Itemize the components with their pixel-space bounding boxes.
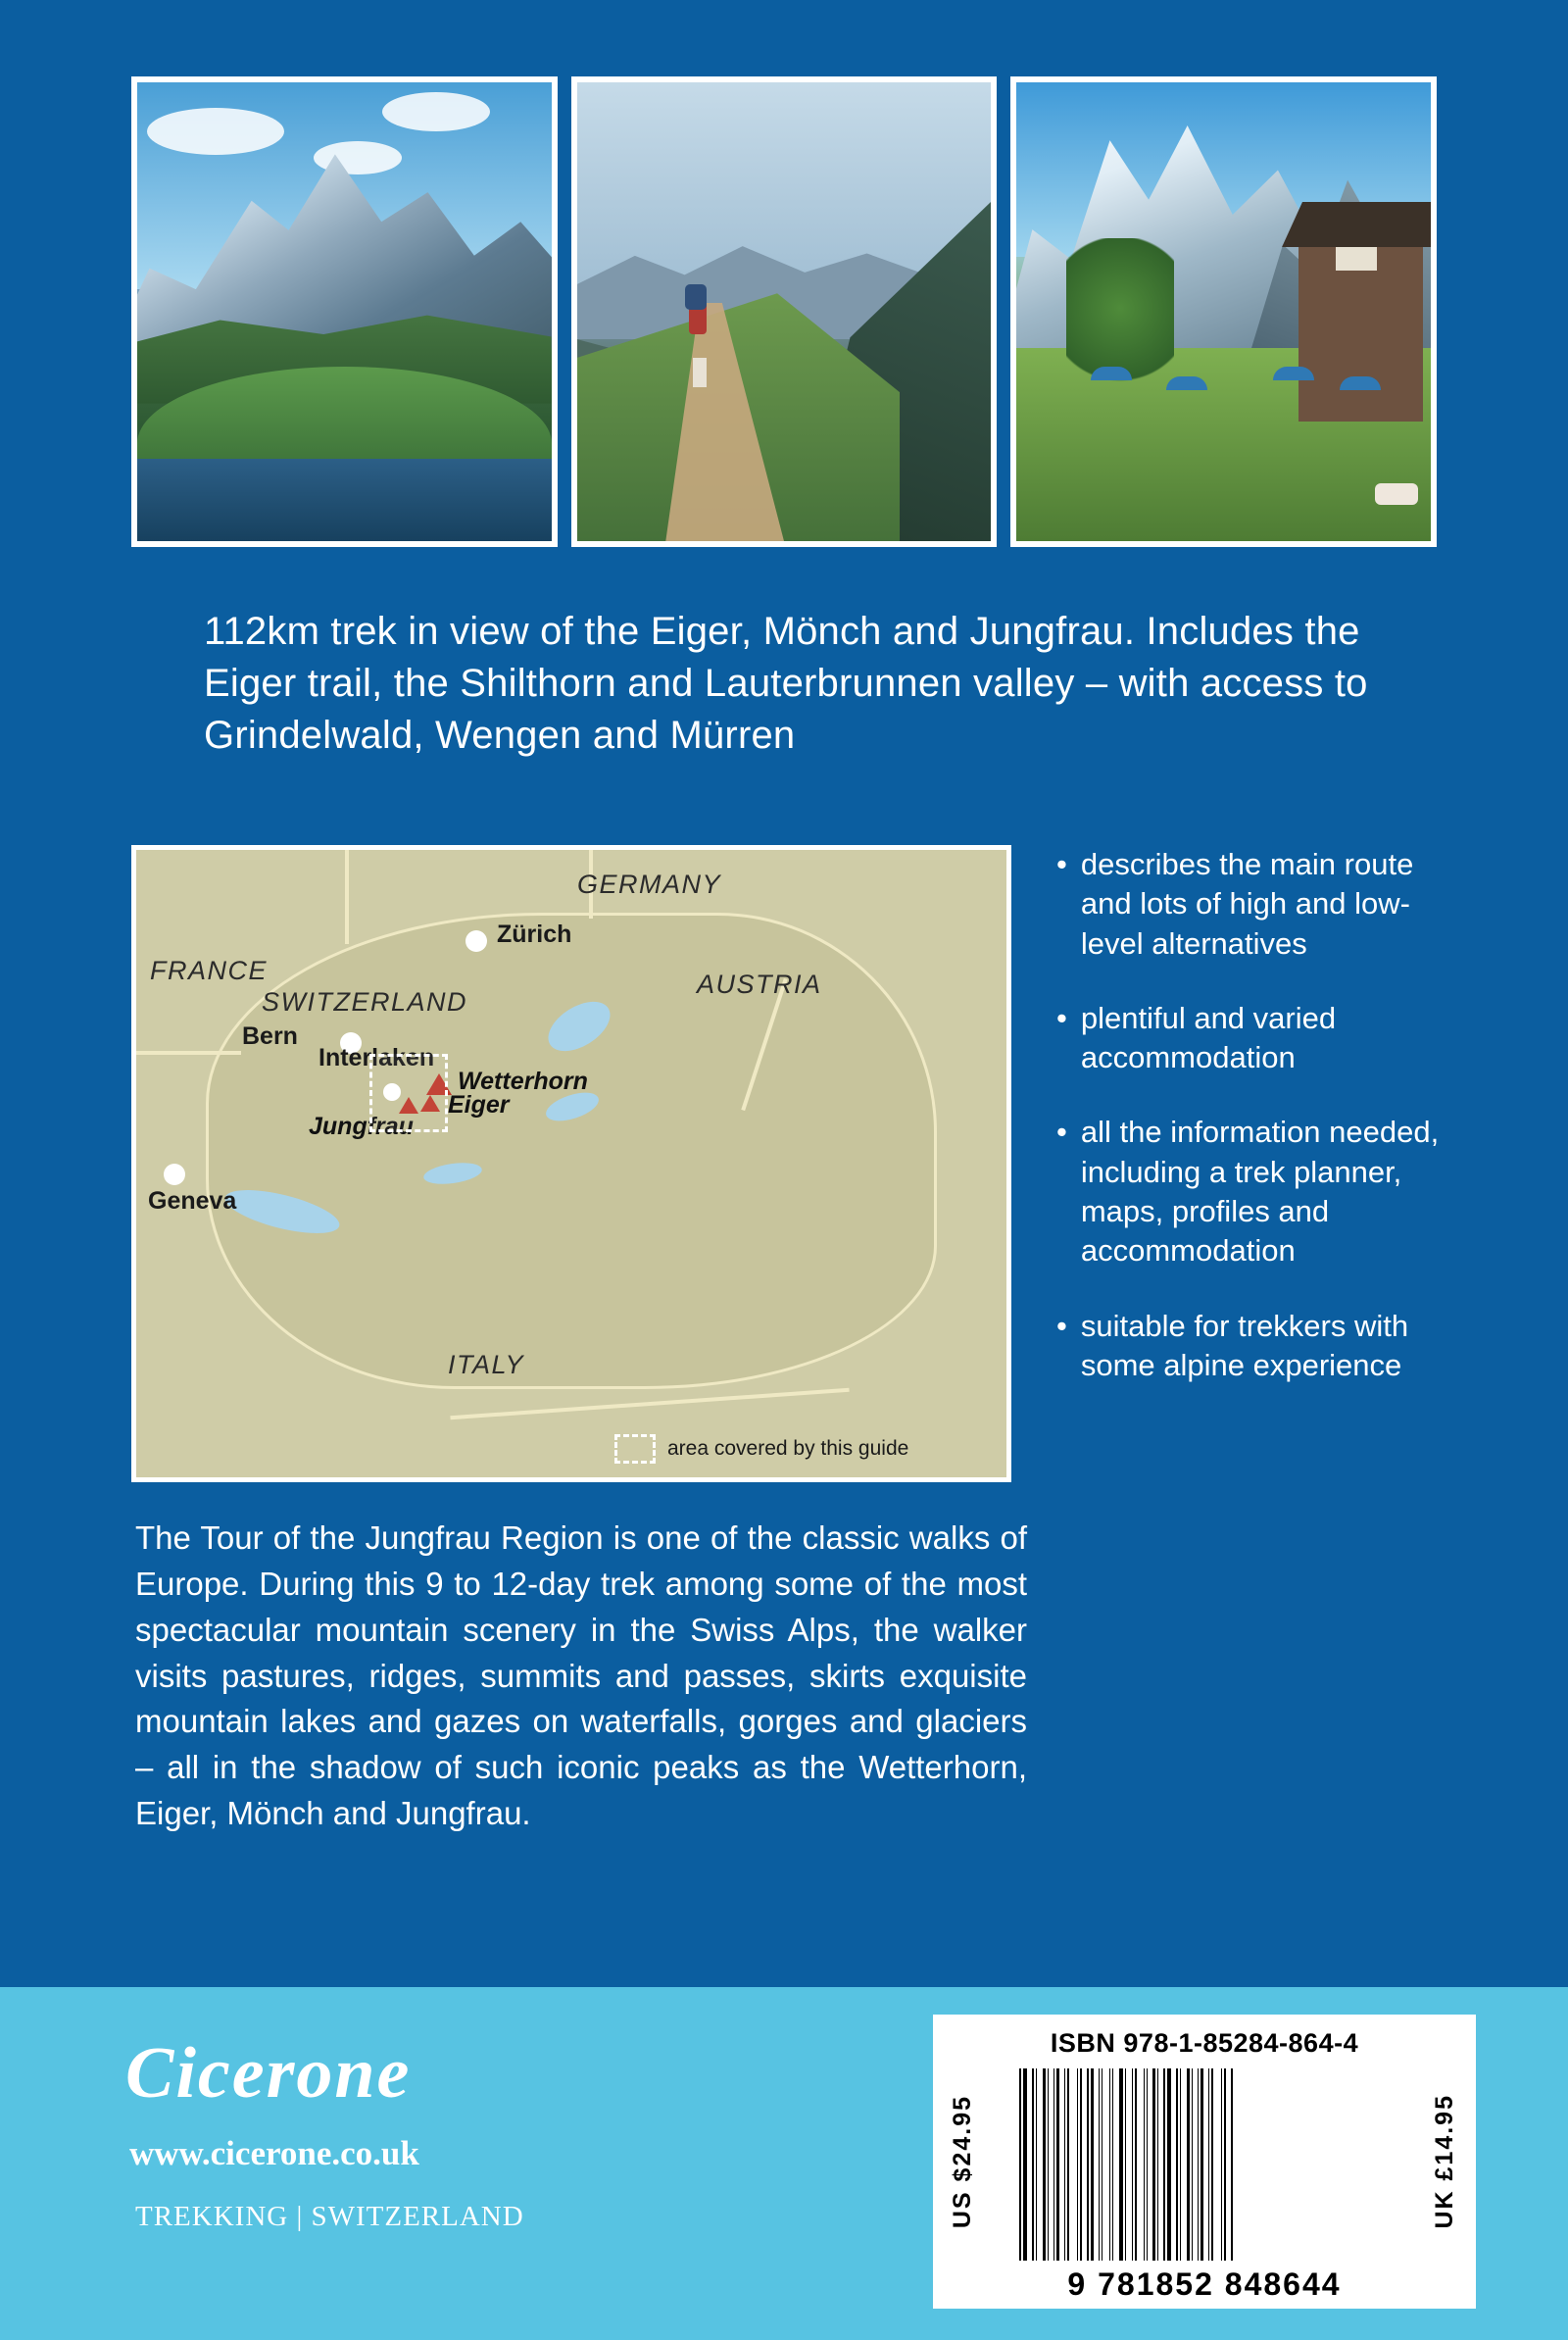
photo-eiger-lake	[131, 76, 558, 547]
map-label-interlaken: Interlaken	[318, 1044, 435, 1071]
map-label-zurich: Zürich	[497, 921, 572, 948]
map-label-germany: GERMANY	[577, 870, 722, 899]
barcode-core	[994, 2015, 1415, 2309]
region-map	[131, 845, 1011, 1482]
map-label-france: FRANCE	[150, 956, 269, 985]
price-uk-column	[1415, 2015, 1476, 2309]
list-item	[1056, 1307, 1468, 1386]
map-label-switzerland: SWITZERLAND	[262, 987, 468, 1017]
photo-strip	[131, 76, 1437, 547]
publisher-logo: Cicerone	[125, 2033, 412, 2114]
map-label-eiger: Eiger	[448, 1091, 510, 1119]
legend-swatch	[614, 1434, 656, 1464]
publisher-url[interactable]: www.cicerone.co.uk	[129, 2134, 419, 2172]
list-item	[1056, 999, 1468, 1078]
legend-label: area covered by this guide	[667, 1437, 909, 1460]
bullet-text: plentiful and varied accommodation	[1080, 1000, 1337, 1075]
bullet-text: all the information needed, including a trek planner, maps, profiles and accommodation	[1080, 1115, 1440, 1269]
parasol	[1340, 376, 1381, 390]
map-label-wetterhorn: Wetterhorn	[458, 1068, 588, 1095]
map-label-jungfrau: Jungfrau	[309, 1113, 414, 1140]
price-us: US $24.95	[948, 2094, 976, 2229]
barcode-bars	[1002, 2068, 1407, 2261]
feature-bullets	[1056, 845, 1468, 1420]
bullet-dot-icon: •	[1056, 847, 1067, 881]
price-us-column	[933, 2015, 994, 2309]
isbn-number: 9 781852 848644	[1067, 2266, 1342, 2302]
barcode-block	[933, 2015, 1476, 2309]
price-uk: UK £14.95	[1430, 2094, 1458, 2229]
guide-coverage-box	[369, 1054, 448, 1132]
footer-bar	[0, 1987, 1568, 2340]
border-line	[345, 850, 349, 944]
cow	[1375, 483, 1418, 505]
list-item	[1056, 845, 1468, 964]
bullet-text: suitable for trekkers with some alpine experience	[1080, 1308, 1409, 1382]
hiker-backpack	[685, 284, 707, 310]
city-dot-zurich	[466, 930, 487, 952]
photo-hiker-trail	[571, 76, 998, 547]
chalet-sign	[1336, 247, 1377, 270]
map-label-italy: ITALY	[448, 1350, 525, 1379]
list-item	[1056, 1113, 1468, 1270]
bullet-dot-icon: •	[1056, 1000, 1067, 1035]
bullet-dot-icon: •	[1056, 1308, 1067, 1343]
photo-chalet-wetterhorn	[1010, 76, 1437, 547]
cloud	[382, 92, 490, 131]
chalet-roof	[1282, 202, 1431, 248]
map-legend	[614, 1434, 908, 1464]
category-label: TREKKING | SWITZERLAND	[135, 2201, 524, 2232]
parasol	[1091, 367, 1132, 380]
parasol	[1273, 367, 1314, 380]
parasol	[1166, 376, 1207, 390]
hiker-legs	[693, 358, 707, 387]
bullet-dot-icon: •	[1056, 1115, 1067, 1150]
map-label-geneva: Geneva	[148, 1187, 237, 1215]
book-description: The Tour of the Jungfrau Region is one of the classic walks of Europe. During this 9 to 12-day trek among some of the most spectacular mountain scenery in the Swiss Alps, the walker visits pastures, ridges, summits and passes, skirts exquisite mountain lakes and gazes on waterfalls, gorges and glaciers – all in the shadow of such iconic peaks as the Wetterhorn, Eiger, Mönch and Jungfrau.	[135, 1519, 1027, 1832]
lake	[137, 459, 552, 541]
map-label-bern: Bern	[242, 1022, 298, 1050]
bullet-text: describes the main route and lots of high and low-level alternatives	[1080, 847, 1414, 961]
border-line	[136, 1051, 241, 1055]
switzerland-outline	[206, 913, 937, 1389]
headline: 112km trek in view of the Eiger, Mönch and Jungfrau. Includes the Eiger trail, the Shilthorn and Lauterbrunnen valley – with access to Grindelwald, Wengen and Mürren	[204, 610, 1368, 757]
cloud	[147, 108, 284, 155]
map-label-austria: AUSTRIA	[697, 970, 822, 999]
isbn-label: ISBN 978-1-85284-864-4	[1050, 2028, 1359, 2058]
city-dot-geneva	[164, 1164, 185, 1185]
